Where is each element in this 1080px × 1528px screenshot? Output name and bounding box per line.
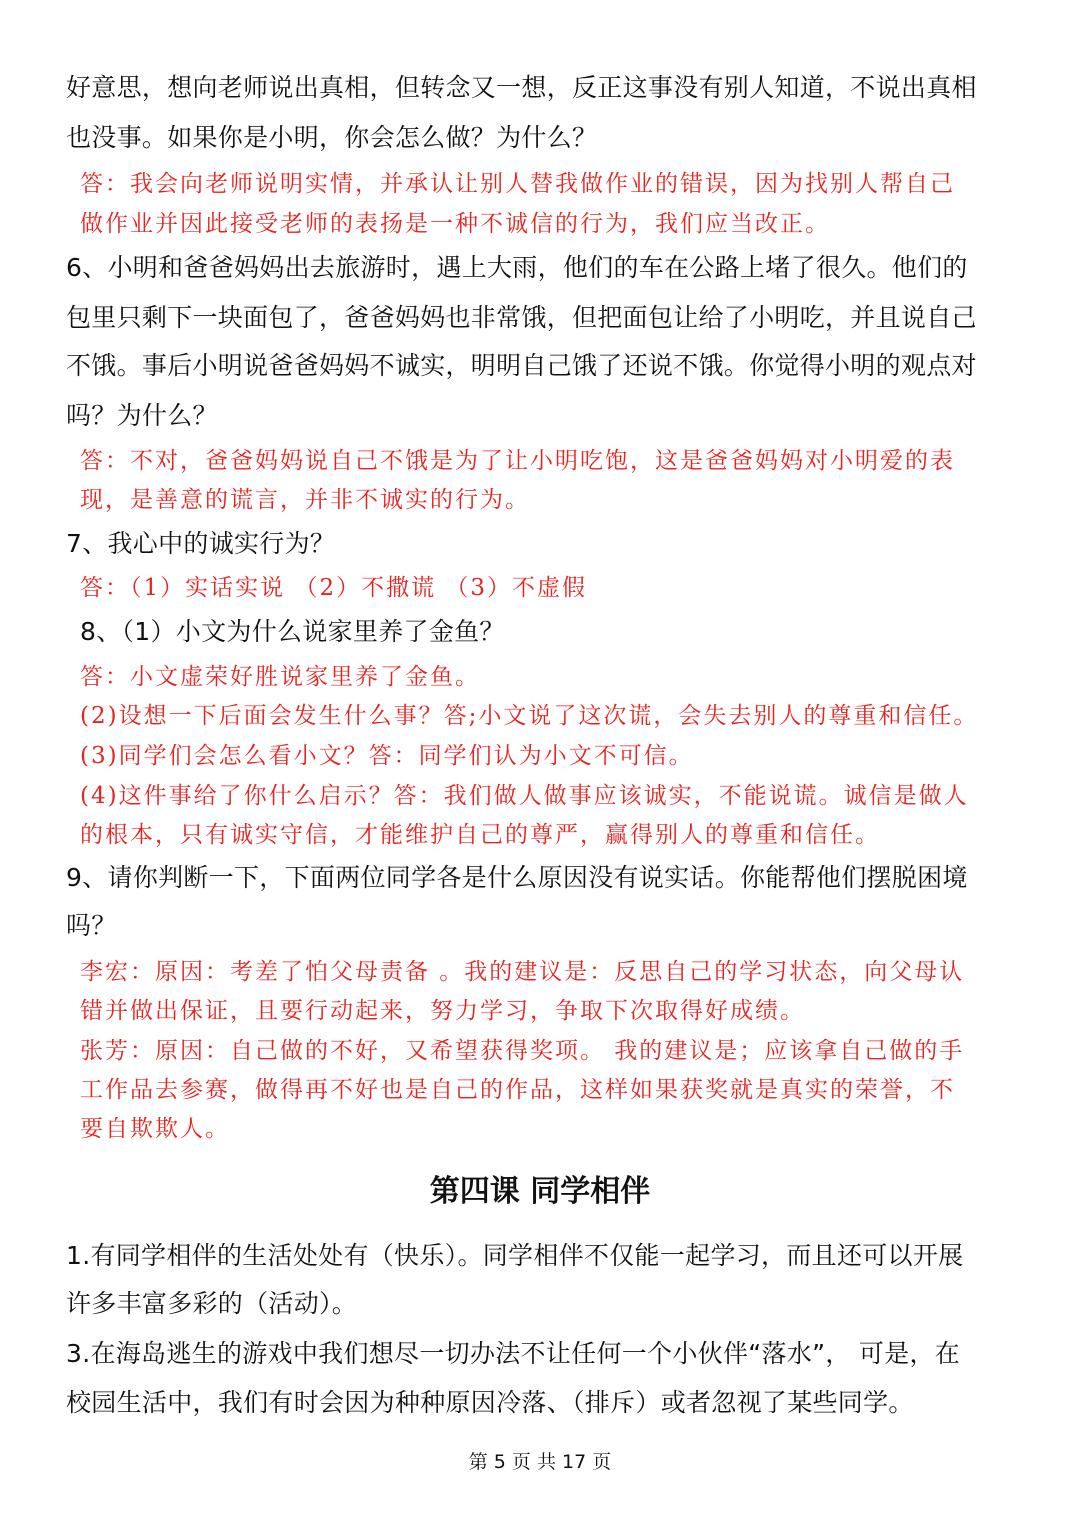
answer-text: 工作品去参赛，做得再不好也是自己的作品，这样如果获奖就是真实的荣誉，不	[80, 1077, 955, 1103]
answer-text: 做作业并因此接受老师的表扬是一种不诚信的行为，我们应当改正。	[80, 211, 830, 237]
point-text: 校园生活中，我们有时会因为种种原因冷落、（排斥）或者忽视了某些同学。	[66, 1388, 914, 1417]
point-3: 3.在海岛逃生的游戏中我们想尽一切办法不让任何一个小伙伴“落水”， 可是，在	[66, 1339, 961, 1368]
answer-text: 李宏：原因：考差了怕父母责备 。我的建议是：反思自己的学习状态，向父母认	[80, 959, 965, 985]
answer-text: 的根本，只有诚实守信，才能维护自己的尊严，赢得别人的尊重和信任。	[80, 822, 880, 848]
point-text: 许多丰富多彩的（活动）。	[66, 1289, 358, 1318]
question-text: 好意思，想向老师说出真相，但转念又一想，反正这事没有别人知道，不说出真相	[66, 73, 977, 102]
question-6: 6、小明和爸爸妈妈出去旅游时，遇上大雨，他们的车在公路上堵了很久。他们的	[66, 253, 968, 282]
answer-text: 要自欺欺人。	[80, 1116, 230, 1142]
answer-text: 答：不对，爸爸妈妈说自己不饿是为了让小明吃饱，这是爸爸妈妈对小明爱的表	[80, 448, 955, 474]
question-9: 9、请你判断一下，下面两位同学各是什么原因没有说实话。你能帮他们摆脱困境	[66, 863, 968, 892]
question-text: 包里只剩下一块面包了，爸爸妈妈也非常饿，但把面包让给了小明吃，并且说自己	[66, 303, 977, 332]
answer-text: (4)这件事给了你什么启示？答：我们做人做事应该诚实，不能说谎。诚信是做人	[80, 783, 969, 809]
question-8: 8、（1）小文为什么说家里养了金鱼？	[80, 617, 505, 646]
answer-text: 答：（1）实话实说 （2）不撒谎 （3）不虚假	[80, 575, 588, 601]
question-text: 吗？为什么？	[66, 401, 218, 430]
question-7: 7、我心中的诚实行为？	[66, 529, 336, 558]
question-text: 吗？	[66, 911, 117, 940]
answer-text: 答：我会向老师说明实情，并承认让别人替我做作业的错误，因为找别人帮自己	[80, 171, 955, 197]
page-footer: 第 5 页 共 17 页	[468, 1451, 612, 1473]
answer-text: (3)同学们会怎么看小文？答：同学们认为小文不可信。	[80, 743, 694, 769]
answer-text: 现，是善意的谎言，并非不诚实的行为。	[80, 487, 530, 513]
question-text: 不饿。事后小明说爸爸妈妈不诚实，明明自己饿了还说不饿。你觉得小明的观点对	[66, 351, 977, 380]
section-title: 第四课 同学相伴	[429, 1174, 651, 1209]
question-text: 也没事。如果你是小明，你会怎么做？为什么？	[66, 123, 598, 152]
answer-text: 答：小文虚荣好胜说家里养了金鱼。	[80, 664, 480, 690]
answer-text: 张芳：原因：自己做的不好，又希望获得奖项。 我的建议是；应该拿自己做的手	[80, 1038, 965, 1064]
point-1: 1.有同学相伴的生活处处有（快乐）。同学相伴不仅能一起学习，而且还可以开展	[66, 1241, 964, 1270]
answer-text: 错并做出保证，且要行动起来，努力学习，争取下次取得好成绩。	[80, 998, 805, 1024]
answer-text: (2)设想一下后面会发生什么事？答;小文说了这次谎，会失去别人的尊重和信任。	[80, 703, 979, 729]
